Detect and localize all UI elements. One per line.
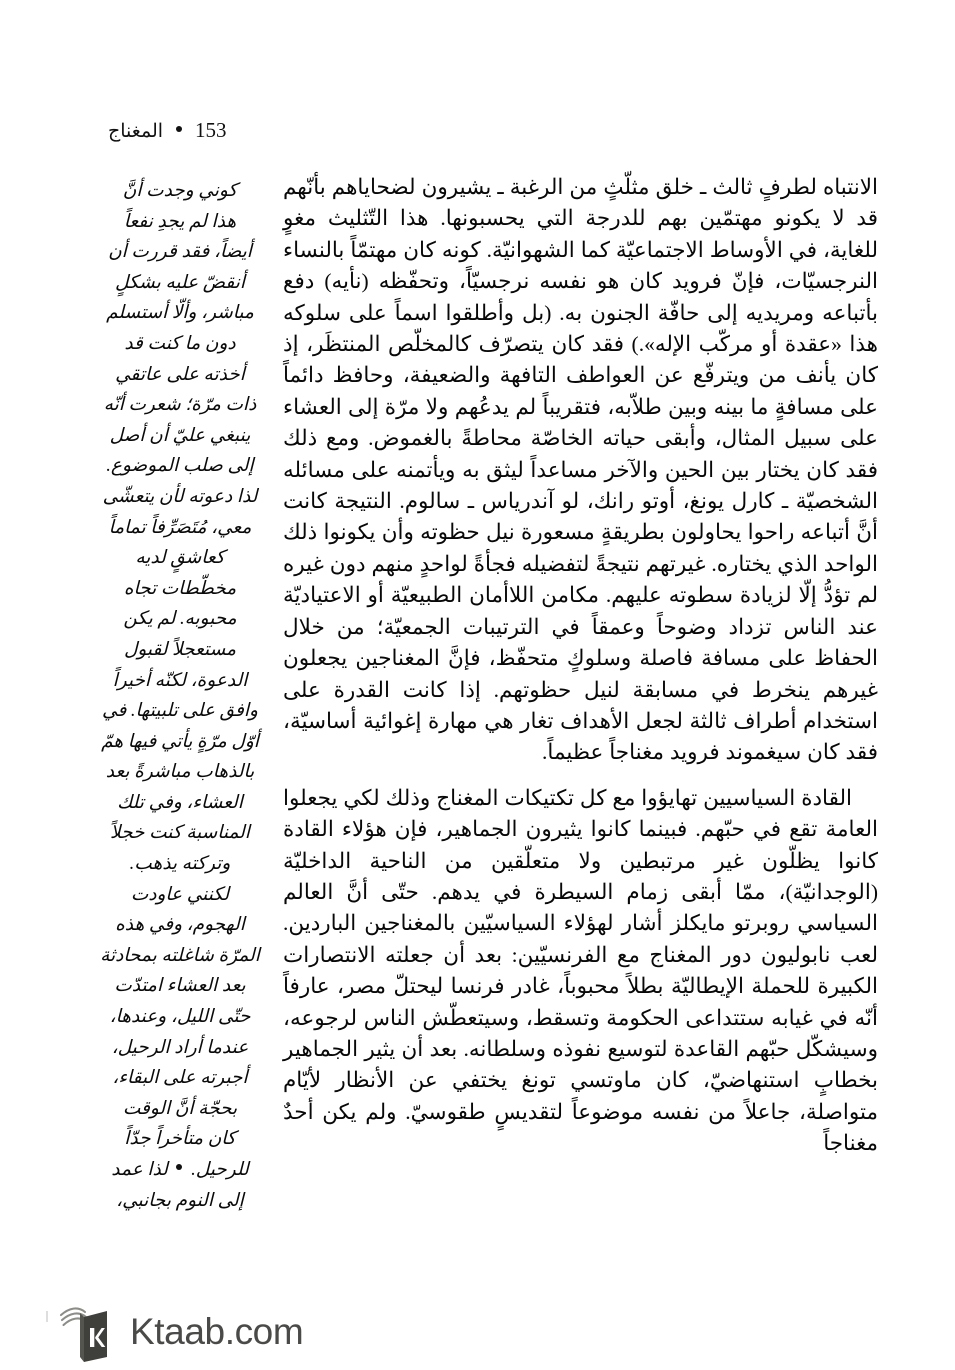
margin-note-line: كعاشقٍ لديه bbox=[135, 548, 225, 569]
margin-note-line: محبوبه. لم يكن bbox=[123, 609, 237, 630]
site-watermark[interactable] bbox=[58, 1300, 303, 1362]
margin-note-column bbox=[100, 176, 260, 1216]
margin-note-line: المناسبة كنت خجلاً bbox=[110, 823, 250, 844]
margin-note-line: معي، مُتَصَرِّفاً تماماً bbox=[108, 517, 252, 538]
margin-note-line: كوني وجدت أنَّ bbox=[122, 181, 238, 201]
margin-note-line: دون ما كنت قد bbox=[124, 333, 236, 354]
margin-note-line: بحجّة أنَّ الوقت bbox=[122, 1098, 238, 1119]
margin-note-line: عندما أراد الرحيل، bbox=[111, 1037, 249, 1058]
margin-note-line: إلى صلب الموضوع. bbox=[106, 456, 254, 477]
margin-note-line: مباشر، وألّا أستسلم bbox=[106, 303, 254, 324]
page-number: 153 bbox=[195, 118, 227, 142]
margin-note-line: ذات مرّة؛ شعرت أنّه bbox=[103, 395, 257, 416]
main-text-column bbox=[283, 172, 878, 1160]
margin-note-line: أيضاً، فقد قررت أن bbox=[108, 242, 252, 263]
margin-note-line: ينبغي عليّ أن أصل bbox=[109, 425, 251, 446]
scan-artifact bbox=[46, 1311, 48, 1322]
margin-note-line: الدعوة، لكنّه أخيراً bbox=[112, 670, 248, 691]
body-paragraph-2: القادة السياسيين تهايؤوا مع كل تكتيكات المغناج وذلك لكي يجعلوا العامة تقع في حبّهم. فبينما كانوا يثيرون الجماهير، فإن هؤلاء القادة كانوا يظلّون غير مرتبطين ولا متعلّقين من الناحية الداخليّة (الوجدانيّة)، ممّا أبقى زمام السيطرة في يدهم. حتّى أنَّ العالم السياسي روبرتو مايكلز أشار لهؤلاء السياسيّين بالمغناجين الباردين. لعب نابوليون دور المغناج مع الفرنسيّين: بعد أن جعلته الانتصارات الكبيرة للحملة الإيطاليّة بطلاً محبوباً، غادر فرنسا ليحتلّ مصر، عارفاً أنّه في غيابه ستتداعى الحكومة وتسقط، وسيتعطّش الناس لرجوعه، وسيشكّل حبّهم القاعدة لتوسيع نفوذه وسلطانه. بعد أن يثير الجماهير بخطابٍ استنهاضيّ، كان ماوتسي تونغ يختفي عن الأنظار لأيّام متواصلة، جاعلاً من نفسه موضوعاً لتقديسٍ طقوسيّ. ولم يكن أحدٌ مغناجاً bbox=[283, 785, 878, 1156]
margin-note-line: كان متأخراً جدّاً bbox=[124, 1129, 236, 1150]
page-body bbox=[100, 172, 878, 1252]
ktaab-book-logo-icon bbox=[58, 1300, 116, 1362]
margin-note-line: إلى النوم بجانبي، bbox=[116, 1190, 244, 1211]
running-head-title: المغناج bbox=[108, 121, 164, 142]
margin-note-line: حتّى الليل، وعندها، bbox=[109, 1007, 251, 1028]
margin-note-line: أجبرته على البقاء، bbox=[112, 1068, 248, 1089]
running-head bbox=[108, 118, 227, 143]
margin-note-line: لكنني عاودت bbox=[130, 884, 230, 905]
margin-note-line: مستعجلاً لقبول bbox=[123, 639, 237, 660]
margin-note-line: للرحيل. لذا عمد bbox=[111, 1160, 249, 1180]
margin-note-line: بالذهاب مباشرةً بعد bbox=[105, 762, 255, 783]
margin-note-line: أخذته على عاتقي bbox=[115, 364, 245, 385]
margin-note-line: وافق على تلبيتها. في bbox=[102, 701, 258, 722]
margin-note-line: أنقضّ عليه بشكلٍ bbox=[114, 272, 246, 293]
margin-note-line: مخطّطات تجاه bbox=[123, 578, 237, 599]
site-name-label: Ktaab.com bbox=[130, 1310, 304, 1352]
margin-note-line: الهجوم، وفي هذه bbox=[115, 915, 245, 936]
running-head-separator-dot bbox=[176, 126, 182, 132]
margin-note-line: المرّة شاغلته بمحادثة bbox=[100, 945, 260, 966]
margin-note-line: العشاء، وفي تلك bbox=[117, 792, 243, 813]
margin-note-bullet bbox=[176, 1164, 182, 1170]
margin-note-line: بعد العشاء امتدّت bbox=[114, 976, 246, 997]
margin-note-line: هذا لم يجدِ نفعاً bbox=[123, 211, 237, 232]
body-paragraph-1: الانتباه لطرفٍ ثالث ـ خلق مثلّثٍ من الرغبة ـ يشيرون لضحاياهم بأنّهم قد لا يكونو مهتمّين بهم للدرجة التي يحسبونها. هذا التّثليث مغوٍ للغاية، في الأوساط الاجتماعيّة كما الشهوانيّة. كونه كان مهتمّاً بالنساء النرجسيّات، فإنّ فرويد كان هو نفسه نرجسيّاً، وتحفّظه (نأيه) دفع بأتباعه ومريديه إلى حافّة الجنون به. (بل وأطلقوا اسماً على سلوكه هذا «عقدة أو مركّب الإله».) فقد كان يتصرّف كالمخلّص المنتظَر، إذ كان يأنف من ويترفّع عن العواطف التافهة والضعيفة، وحافظ دائماً على مسافةٍ ما بينه وبين طلاّبه، فتقريباً لم يدعُهم ولا مرّة إلى العشاء على سبيل المثال، وأبقى حياته الخاصّة محاطةً بالغموض. ومع ذلك فقد كان يختار بين الحين والآخر مساعداً ليثق به ويأتمنه على مسائله الشخصيّة ـ كارل يونغ، أوتو رانك، لو آندرياس ـ سالوم. النتيجة كانت أنَّ أتباعه راحوا يحاولون بطريقةٍ مسعورة نيل حظوته وأن يكونوا ذلك الواحد الذي يختاره. غيرتهم نتيجةً لتفضيله فجأةً لواحدٍ منهم دون غيره لم تؤدُّ إلّا لزيادة سطوته عليهم. مكامن اللاأمان الطبيعيّة أو الاعتياديّة عند الناس تزداد وضوحاً وعمقاً في الترتيبات الجمعيّة؛ من خلال الحفاظ على مسافة فاصلة وسلوكٍ متحفّظ، فإنَّ المغناجين يجعلون غيرهم ينخرط في مسابقة لنيل حظوتهم. إذا كانت القدرة على استخدام أطراف ثالثة لجعل الأهداف تغار هي مهارة إغوائية أساسيّة، فقد كان سيغموند فرويد مغناجاً عظيماً. bbox=[283, 175, 878, 765]
margin-note-line: أوّل مرّةٍ يأتي فيها همّ bbox=[101, 731, 259, 752]
margin-note-line: وتركته يذهب. bbox=[129, 854, 231, 875]
margin-note-line: لذا دعوته لأن يتعشّى bbox=[102, 486, 258, 507]
